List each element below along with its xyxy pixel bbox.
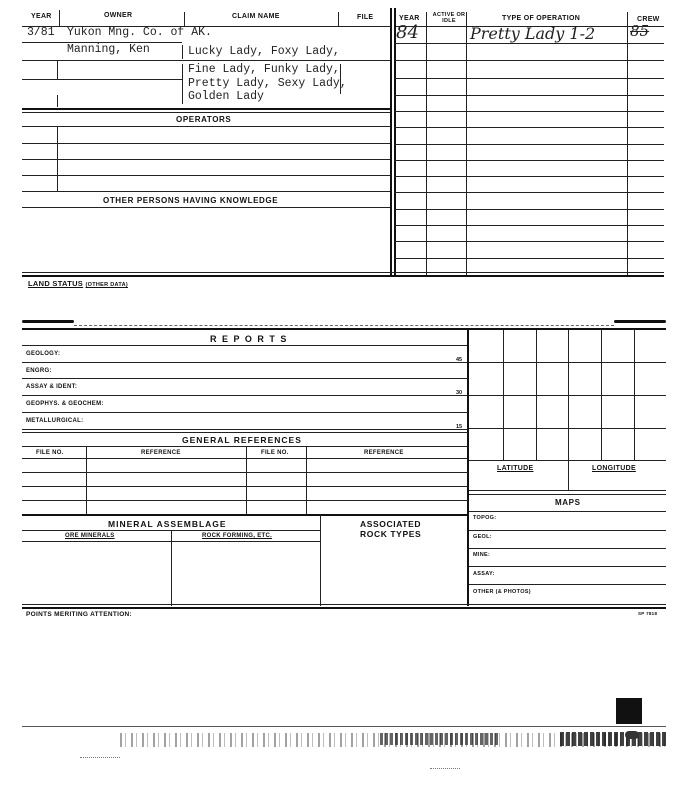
entry-year: 3/81	[27, 26, 55, 39]
mark-30: 30	[456, 390, 463, 396]
entry-claim-line4: Golden Lady	[188, 90, 264, 103]
type-of-operation-header: TYPE OF OPERATION	[502, 15, 581, 22]
owner-header: OWNER	[104, 12, 133, 19]
mineral-assemblage-heading: MINERAL ASSEMBLAGE	[108, 519, 227, 529]
land-status-label	[28, 279, 128, 288]
general-references-heading: GENERAL REFERENCES	[182, 435, 302, 445]
land-status-text: LAND STATUS	[28, 279, 84, 288]
file-no-header-1: FILE NO.	[36, 450, 64, 456]
ore-minerals-text: ORE MINERALS	[65, 533, 115, 539]
rock-forming-header	[202, 533, 272, 539]
geology-label: GEOLOGY:	[26, 351, 61, 357]
entry-claim-line2: Fine Lady, Funky Lady,	[188, 63, 340, 76]
geol-label: GEOL:	[473, 534, 492, 540]
other-photos-label: OTHER (& PHOTOS)	[473, 589, 531, 595]
year-header: YEAR	[31, 13, 52, 20]
form-number: SP 7818	[638, 611, 658, 616]
geophys-label: GEOPHYS. & GEOCHEM:	[26, 401, 104, 407]
longitude-label	[592, 465, 636, 472]
associated-label: ASSOCIATED	[360, 519, 422, 529]
assay-map-label: ASSAY:	[473, 571, 495, 577]
engrg-label: ENGRG:	[26, 368, 52, 374]
crew-header: CREW	[637, 16, 660, 23]
metallurgical-label: METALLURGICAL:	[26, 418, 84, 424]
other-persons-heading: OTHER PERSONS HAVING KNOWLEDGE	[103, 196, 279, 205]
entry-claim-line3: Pretty Lady, Sexy Lady,	[188, 77, 347, 90]
land-status-sub: (OTHER DATA)	[85, 282, 128, 288]
reports-heading: R E P O R T S	[210, 334, 288, 344]
entry-claim-line1: Lucky Lady, Foxy Lady,	[188, 45, 340, 58]
longitude-text: LONGITUDE	[592, 465, 636, 472]
registration-mark	[616, 698, 642, 724]
reference-header-2: REFERENCE	[364, 450, 404, 456]
entry-owner-line2: Manning, Ken	[67, 43, 150, 56]
mark-15: 15	[456, 424, 463, 430]
handwritten-operation: Pretty Lady 1-2	[470, 24, 596, 43]
reference-header-1: REFERENCE	[141, 450, 181, 456]
handwritten-crew: 85	[630, 22, 650, 40]
mark-45: 45	[456, 357, 463, 363]
claim-name-header: CLAIM NAME	[232, 13, 280, 20]
file-no-header-2: FILE NO.	[261, 450, 289, 456]
rock-forming-text: ROCK FORMING, ETC.	[202, 533, 273, 539]
operators-heading: OPERATORS	[176, 115, 232, 124]
points-meriting-label: POINTS MERITING ATTENTION:	[26, 611, 133, 618]
latitude-text: LATITUDE	[497, 465, 534, 472]
active-idle-header: ACTIVE OR IDLE	[432, 12, 466, 24]
entry-owner-line1: Yukon Mng. Co. of AK.	[67, 26, 212, 39]
assay-label: ASSAY & IDENT:	[26, 384, 78, 390]
file-header: FILE	[357, 14, 374, 21]
maps-heading: MAPS	[555, 498, 581, 507]
rock-types-label: ROCK TYPES	[360, 529, 422, 539]
ore-minerals-header	[65, 533, 115, 539]
mine-label: MINE:	[473, 552, 491, 558]
latitude-label	[497, 465, 534, 472]
handwritten-year: 84	[396, 22, 419, 43]
year2-header: YEAR	[399, 15, 420, 22]
topog-label: TOPOG:	[473, 515, 497, 521]
